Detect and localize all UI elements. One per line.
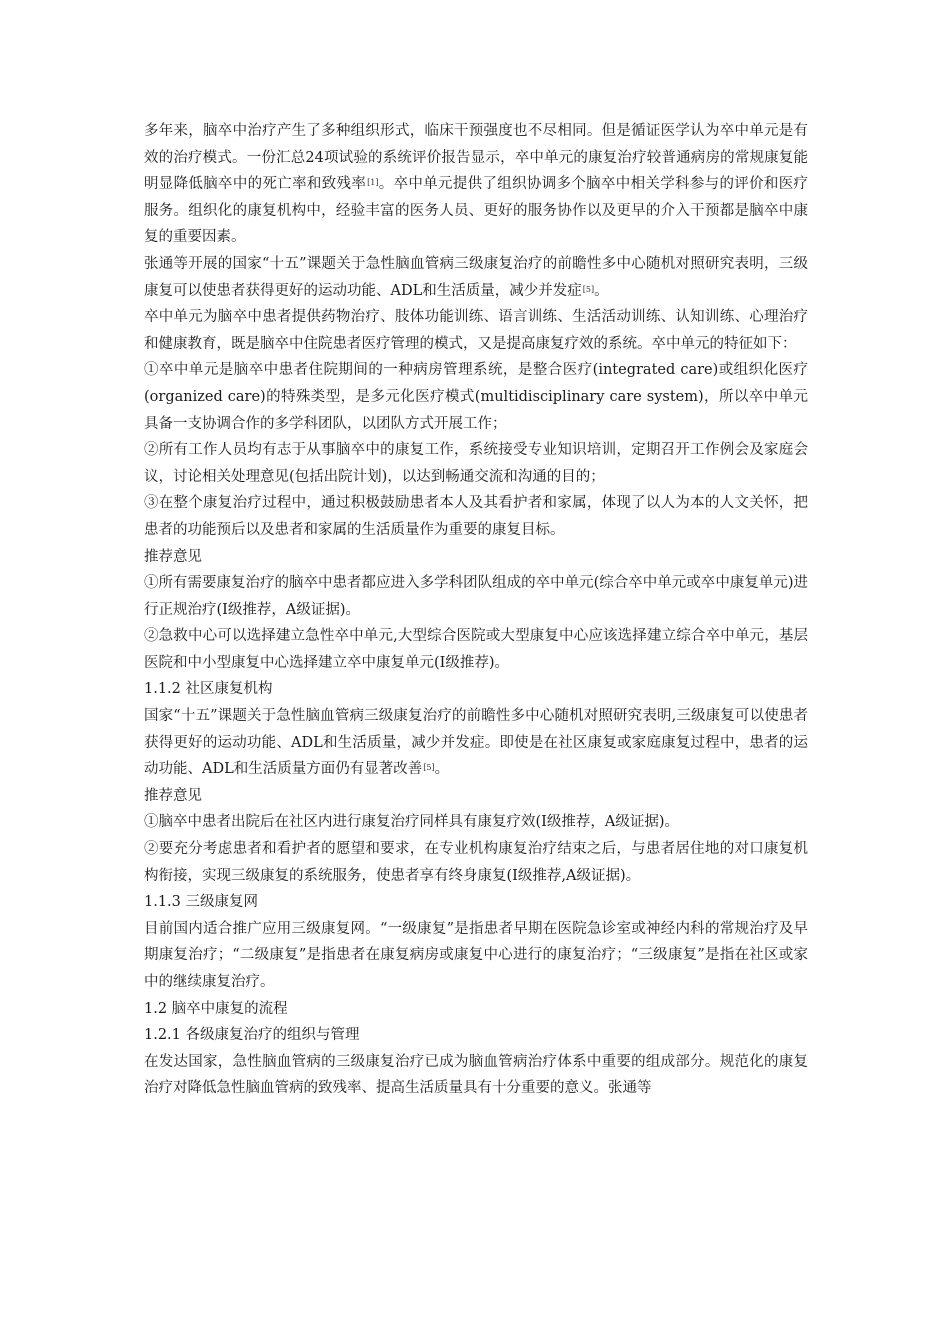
feature-item-2 bbox=[144, 437, 808, 490]
recommendation-1-1 bbox=[144, 570, 808, 623]
section-heading-1-2 bbox=[144, 996, 808, 1023]
feature-item-1-text: ①卒中单元是脑卒中患者住院期间的一种病房管理系统，是整合医疗(integrated care)或组织化医疗(organized care)的特殊类型，是多元化医疗模式(multidisciplinary care system)，所以卒中单元具备一支协调合作的多学科团队，以团队方式开展工作； bbox=[144, 362, 808, 432]
section-heading-1-1-2 bbox=[144, 676, 808, 703]
paragraph-stroke-unit-evidence bbox=[144, 118, 808, 251]
paragraph-stroke-unit-evidence-text: 多年来，脑卒中治疗产生了多种组织形式，临床干预强度也不尽相同。但是循证医学认为卒中单元是有效的治疗模式。一份汇总24项试验的系统评价报告显示，卒中单元的康复治疗较普通病房的常规康复能明显降低脑卒中的死亡率和致残率 bbox=[144, 123, 808, 193]
paragraph-community-rehab-text: 国家“十五”课题关于急性脑血管病三级康复治疗的前瞻性多中心随机对照研究表明,三级康复可以使患者获得更好的运动功能、ADL和生活质量，减少并发症。即使是在社区康复或家庭康复过程中，患者的运动功能、ADL和生活质量方面仍有显著改善 bbox=[144, 708, 808, 778]
citation-reference: [5] bbox=[423, 763, 435, 773]
recommendation-heading-1 bbox=[144, 544, 808, 571]
paragraph-three-level-network bbox=[144, 916, 808, 996]
paragraph-stroke-unit-features-text: 卒中单元为脑卒中患者提供药物治疗、肢体功能训练、语言训练、生活活动训练、认知训练、心理治疗和健康教育，既是脑卒中住院患者医疗管理的模式，又是提高康复疗效的系统。卒中单元的特征如下： bbox=[144, 309, 808, 352]
section-heading-1-1-3 bbox=[144, 889, 808, 916]
paragraph-community-rehab bbox=[144, 703, 808, 783]
feature-item-2-text: ②所有工作人员均有志于从事脑卒中的康复工作，系统接受专业知识培训，定期召开工作例会及家庭会议，讨论相关处理意见(包括出院计划)，以达到畅通交流和沟通的目的； bbox=[144, 442, 808, 485]
section-heading-1-2-1 bbox=[144, 1022, 808, 1049]
section-heading-1-2-text: 1.2 脑卒中康复的流程 bbox=[144, 1000, 288, 1017]
recommendation-1-1-text: ①所有需要康复治疗的脑卒中患者都应进入多学科团队组成的卒中单元(综合卒中单元或卒中康复单元)进行正规治疗(Ⅰ级推荐，A级证据)。 bbox=[144, 575, 808, 618]
citation-reference: [5] bbox=[582, 284, 595, 294]
recommendation-1-2-text: ②急救中心可以选择建立急性卒中单元,大型综合医院或大型康复中心应该选择建立综合卒中单元，基层医院和中小型康复中心选择建立卒中康复单元(Ⅰ级推荐)。 bbox=[144, 628, 808, 671]
recommendation-heading-2-text: 推荐意见 bbox=[144, 787, 202, 804]
section-heading-1-1-2-text: 1.1.2 社区康复机构 bbox=[144, 681, 273, 698]
citation-reference: [1] bbox=[367, 178, 379, 188]
recommendation-2-1 bbox=[144, 809, 808, 836]
paragraph-stroke-unit-features bbox=[144, 304, 808, 357]
paragraph-zhang-tong-study bbox=[144, 251, 808, 304]
paragraph-zhang-tong-study-text-tail: 。 bbox=[594, 282, 609, 299]
recommendation-heading-1-text: 推荐意见 bbox=[144, 548, 202, 565]
document-body bbox=[144, 118, 808, 1102]
recommendation-2-2-text: ②要充分考虑患者和看护者的愿望和要求，在专业机构康复治疗结束之后，与患者居住地的对口康复机构衔接，实现三级康复的系统服务，使患者享有终身康复(Ⅰ级推荐,A级证据)。 bbox=[144, 841, 808, 884]
section-heading-1-1-3-text: 1.1.3 三级康复网 bbox=[144, 894, 259, 911]
feature-item-1 bbox=[144, 357, 808, 437]
section-heading-1-2-1-text: 1.2.1 各级康复治疗的组织与管理 bbox=[144, 1027, 360, 1044]
feature-item-3 bbox=[144, 490, 808, 543]
recommendation-2-2 bbox=[144, 836, 808, 889]
paragraph-stroke-unit-evidence-text-tail: 。卒中单元提供了组织协调多个脑卒中相关学科参与的评价和医疗服务。组织化的康复机构中，经验丰富的医务人员、更好的服务协作以及更早的介入干预都是脑卒中康复的重要因素。 bbox=[144, 176, 808, 246]
recommendation-1-2 bbox=[144, 623, 808, 676]
feature-item-3-text: ③在整个康复治疗过程中，通过积极鼓励患者本人及其看护者和家属，体现了以人为本的人文关怀，把患者的功能预后以及患者和家属的生活质量作为重要的康复目标。 bbox=[144, 495, 808, 538]
paragraph-developed-countries bbox=[144, 1049, 808, 1102]
paragraph-three-level-network-text: 目前国内适合推广应用三级康复网。“一级康复”是指患者早期在医院急诊室或神经内科的常规治疗及早期康复治疗；“二级康复”是指患者在康复病房或康复中心进行的康复治疗；“三级康复”是指在社区或家中的继续康复治疗。 bbox=[144, 920, 808, 990]
recommendation-heading-2 bbox=[144, 783, 808, 810]
paragraph-developed-countries-text: 在发达国家，急性脑血管病的三级康复治疗已成为脑血管病治疗体系中重要的组成部分。规范化的康复治疗对降低急性脑血管病的致残率、提高生活质量具有十分重要的意义。张通等 bbox=[144, 1053, 808, 1097]
recommendation-2-1-text: ①脑卒中患者出院后在社区内进行康复治疗同样具有康复疗效(Ⅰ级推荐，A级证据)。 bbox=[144, 814, 680, 831]
paragraph-zhang-tong-study-text: 张通等开展的国家“十五”课题关于急性脑血管病三级康复治疗的前瞻性多中心随机对照研究表明，三级康复可以使患者获得更好的运动功能、ADL和生活质量，减少并发症 bbox=[144, 255, 808, 299]
paragraph-community-rehab-text-tail: 。 bbox=[434, 761, 450, 778]
